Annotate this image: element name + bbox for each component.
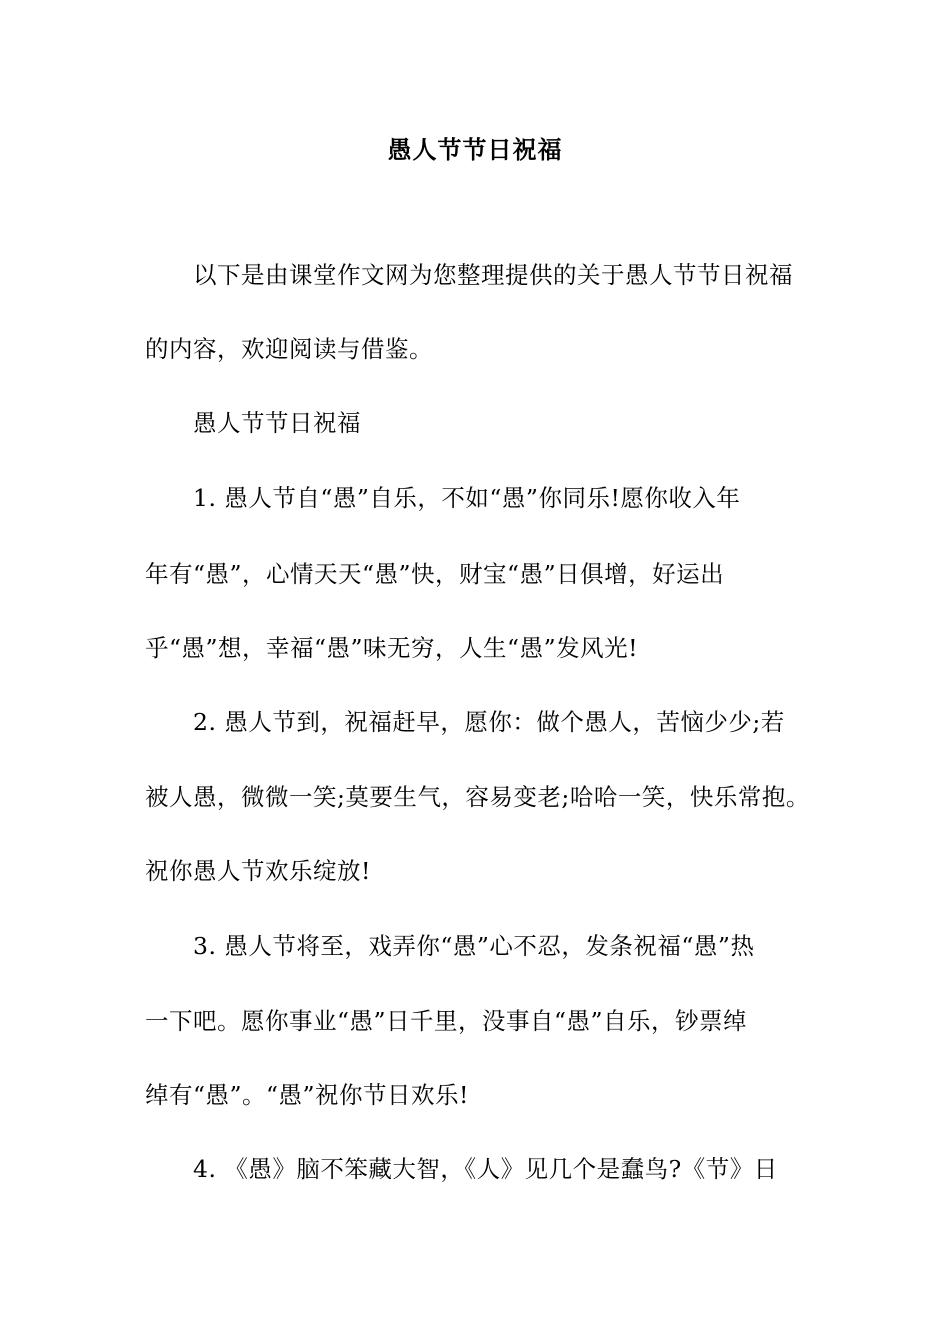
paragraph-line: 乎“愚”想，幸福“愚”味无穷，人生“愚”发风光! [145,634,639,662]
paragraph-line: 祝你愚人节欢乐绽放! [145,857,371,885]
paragraph-line: 被人愚，微微一笑;莫要生气，容易变老;哈哈一笑，快乐常抱。 [145,783,810,811]
document-title: 愚人节节日祝福 [387,135,563,164]
paragraph-line: 以下是由课堂作文网为您整理提供的关于愚人节节日祝福 [193,261,793,289]
paragraph-line: 1. 愚人节自“愚”自乐，不如“愚”你同乐!愿你收入年 [193,484,741,512]
paragraph-line: 一下吧。愿你事业“愚”日千里，没事自“愚”自乐，钞票绰 [145,1007,748,1035]
paragraph-line: 绰有“愚”。“愚”祝你节日欢乐! [145,1081,469,1109]
paragraph-line: 2. 愚人节到，祝福赶早，愿你：做个愚人，苦恼少少;若 [193,708,785,736]
paragraph-line: 年有“愚”，心情天天“愚”快，财宝“愚”日俱增，好运出 [145,560,725,588]
paragraph-line: 的内容，欢迎阅读与借鉴。 [145,335,433,363]
section-heading: 愚人节节日祝福 [193,409,361,437]
paragraph-line: 3. 愚人节将至，戏弄你“愚”心不忍，发条祝福“愚”热 [193,932,755,960]
paragraph-line: 4. 《愚》脑不笨藏大智，《人》见几个是蠢鸟?《节》日 [193,1155,778,1183]
